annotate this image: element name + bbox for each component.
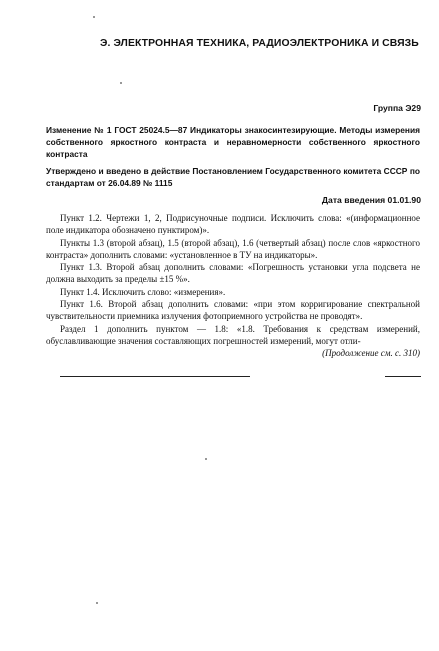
paragraph: Пункт 1.6. Второй абзац дополнить словами: «при этом корригирование спектральной чувствительности приемника излучения фотоприемного устройства не проводят». [46, 299, 420, 322]
footer-rule-left [60, 376, 250, 377]
paragraph: Раздел 1 дополнить пунктом — 1.8: «1.8. Требования к средствам измерений, обуславливающие значения составляющих погрешностей измерений, могут отли- [46, 323, 420, 346]
scan-speck [96, 602, 98, 604]
scan-speck [93, 16, 95, 18]
approval-text: Утверждено и введено в действие Постановлением Государственного комитета СССР по стандартам от 26.04.89 № 1115 [46, 166, 420, 188]
paragraph: Пункт 1.3. Второй абзац дополнить словами: «Погрешность установки угла подсвета не должна выходить за пределы ±15 %». [46, 262, 420, 285]
section-title: Э. ЭЛЕКТРОННАЯ ТЕХНИКА, РАДИОЭЛЕКТРОНИКА И СВЯЗЬ [100, 38, 419, 49]
change-heading: Изменение № 1 ГОСТ 25024.5—87 Индикаторы знакосинтезирующие. Методы измерения собственного яркостного контраста и неравномерности собственного яркостного контраста [46, 125, 420, 159]
paragraph: Пункт 1.4. Исключить слово: «измерения». [60, 286, 226, 297]
group-label: Группа Э29 [373, 103, 421, 113]
continuation-note: (Продолжение см. с. 310) [322, 348, 420, 359]
scan-speck [205, 458, 207, 460]
paragraph: Пункты 1.3 (второй абзац), 1.5 (второй абзац), 1.6 (четвертый абзац) после слов «яркостного контраста» дополнить словами: «установленное в ТУ на индикаторы». [46, 237, 420, 260]
body-text [46, 212, 420, 360]
scan-speck [120, 82, 122, 84]
footer-rule-right [385, 376, 421, 377]
effective-date: Дата введения 01.01.90 [321, 195, 421, 205]
paragraph: Пункт 1.2. Чертежи 1, 2, Подрисуночные подписи. Исключить слова: «(информационное поле индикатора обозначено пунктиром)». [46, 213, 420, 236]
